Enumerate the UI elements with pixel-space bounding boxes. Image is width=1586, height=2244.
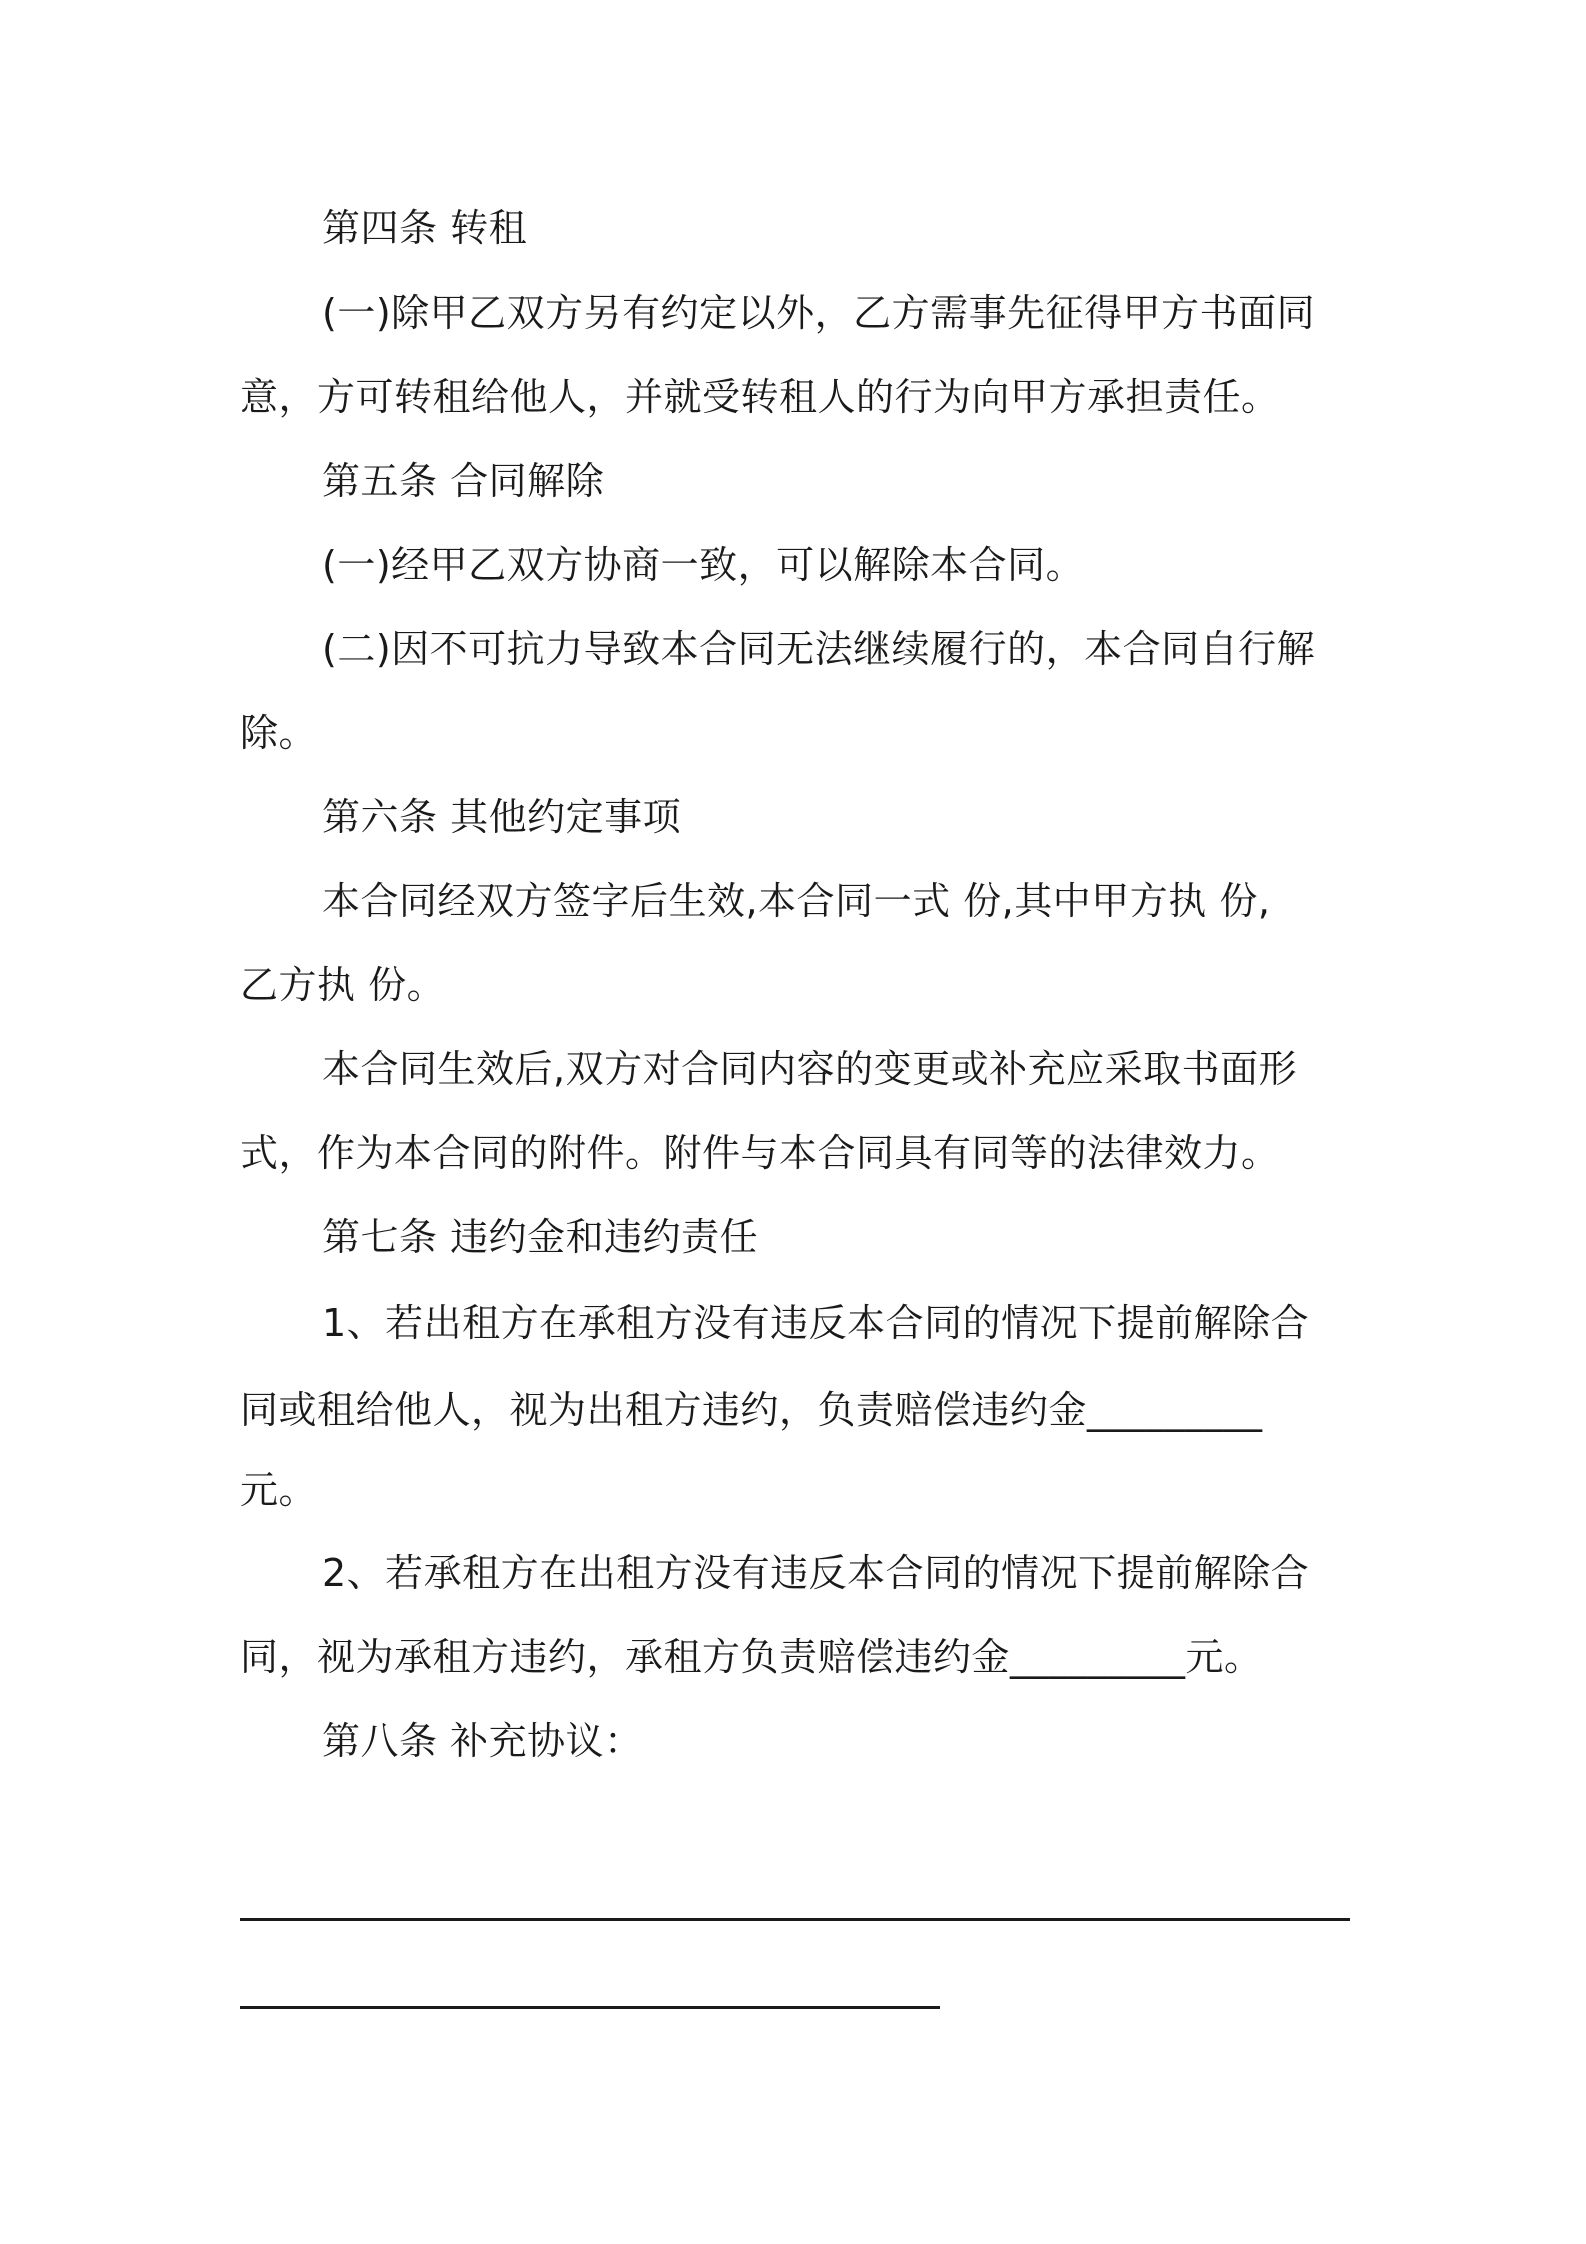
article-7-paragraph-1-line-2: 同或租给他人，视为出租方违约，负责赔偿违约金_________ xyxy=(240,1388,1263,1432)
article-7-paragraph-2-line-1: 2、若承租方在出租方没有违反本合同的情况下提前解除合 xyxy=(322,1551,1310,1595)
article-7-paragraph-2-line-2: 同，视为承租方违约，承租方负责赔偿违约金_________元。 xyxy=(240,1635,1263,1679)
article-6-paragraph-2-line-1: 本合同生效后,双方对合同内容的变更或补充应采取书面形 xyxy=(322,1047,1298,1091)
article-6-paragraph-1-line-2: 乙方执 份。 xyxy=(240,963,446,1007)
article-8-heading: 第八条 补充协议： xyxy=(322,1719,643,1763)
article-7-heading: 第七条 违约金和违约责任 xyxy=(322,1215,759,1259)
article-6-heading: 第六条 其他约定事项 xyxy=(322,795,682,839)
supplementary-agreement-blank-line-2 xyxy=(240,2006,940,2009)
article-5-paragraph-2-line-2: 除。 xyxy=(240,711,318,755)
article-6-paragraph-1-line-1: 本合同经双方签字后生效,本合同一式 份,其中甲方执 份, xyxy=(322,879,1271,923)
supplementary-agreement-blank-line-1 xyxy=(240,1918,1350,1921)
article-5-paragraph-1: (一)经甲乙双方协商一致，可以解除本合同。 xyxy=(322,543,1085,587)
article-7-paragraph-1-line-1: 1、若出租方在承租方没有违反本合同的情况下提前解除合 xyxy=(322,1301,1310,1345)
article-6-paragraph-2-line-2: 式，作为本合同的附件。附件与本合同具有同等的法律效力。 xyxy=(240,1131,1280,1175)
article-7-paragraph-1-line-3: 元。 xyxy=(240,1468,318,1512)
article-4-paragraph-1-line-1: (一)除甲乙双方另有约定以外，乙方需事先征得甲方书面同 xyxy=(322,291,1316,335)
article-5-heading: 第五条 合同解除 xyxy=(322,459,605,503)
article-4-paragraph-1-line-2: 意，方可转租给他人，并就受转租人的行为向甲方承担责任。 xyxy=(240,375,1280,419)
article-5-paragraph-2-line-1: (二)因不可抗力导致本合同无法继续履行的，本合同自行解 xyxy=(322,627,1316,671)
article-4-heading: 第四条 转租 xyxy=(322,206,528,250)
